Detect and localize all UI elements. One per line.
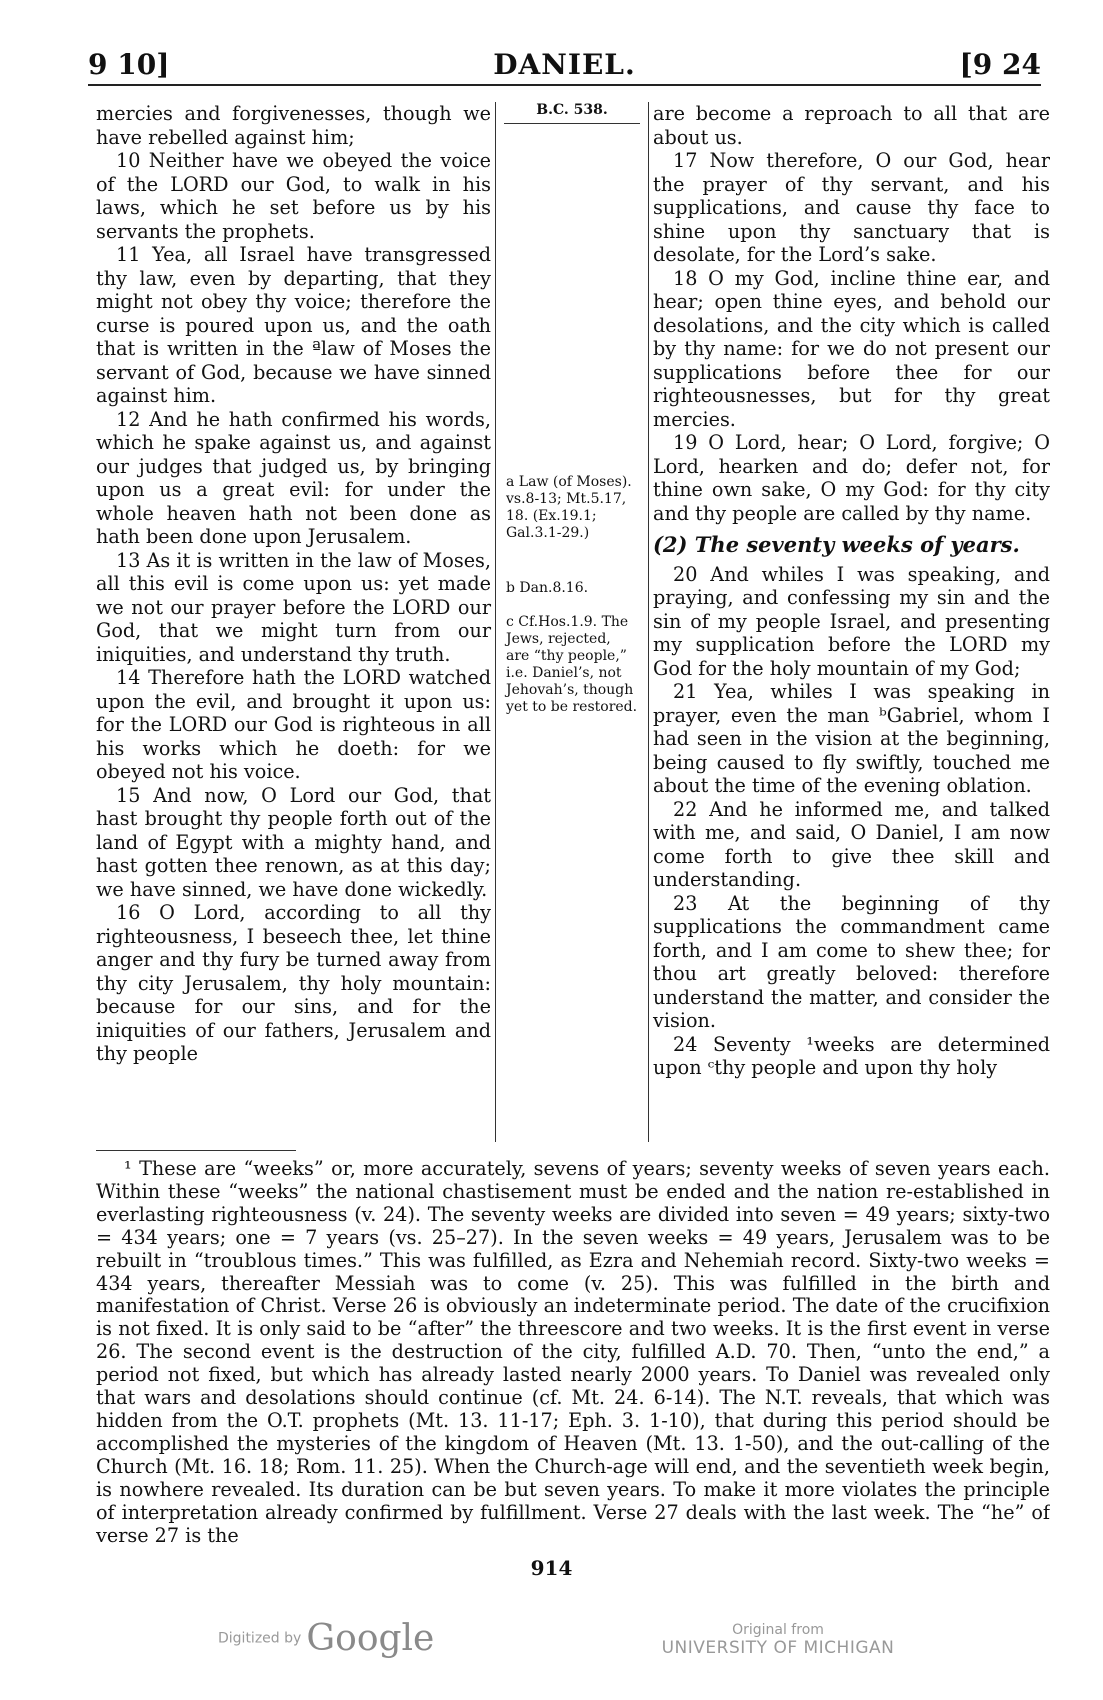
- verse-paragraph: 13 As it is written in the law of Moses, all this evil is come upon us: yet made we not our prayer before the LORD our God, that we might turn from our iniquities, and understand thy truth.: [96, 548, 491, 666]
- footnote-text: ¹ These are “weeks” or, more accurately, sevens of years; seventy weeks of seven years each. Within these “weeks” the national chastisement must be ended and the nation re-established in everlasting righteousness (v. 24). The seventy weeks are divided into seven = 49 years; sixty-two = 434 years; one = 7 years (vs. 25–27). In the seven weeks = 49 years, Jerusalem was to be rebuilt in “troublous times.” This was fulfilled, as Ezra and Nehemiah record. Sixty-two weeks = 434 years, thereafter Messiah was to come (v. 25). This was fulfilled in the birth and manifestation of Christ. Verse 26 is obviously an indeterminate period. The date of the crucifixion is not fixed. It is only said to be “after” the threescore and two weeks. It is the first event in verse 26. The second event is the destruction of the city, fulfilled A.D. 70. Then, “unto the end,” a period not fixed, but which has already lasted nearly 2000 years. To Daniel was revealed only that wars and desolations should continue (cf. Mt. 24. 6-14). The N.T. reveals, that which was hidden from the O.T. prophets (Mt. 13. 11-17; Eph. 3. 1-10), that during this period should be accomplished the mysteries of the kingdom of Heaven (Mt. 13. 1-50), and the out-calling of the Church (Mt. 16. 18; Rom. 11. 25). When the Church-age will end, and the seventieth week begin, is nowhere revealed. Its duration can be but seven years. To make it more violates the principle of interpretation already confirmed by fulfillment. Verse 27 deals with the last week. The “he” of verse 27 is the: [96, 1158, 1050, 1547]
- verse-paragraph: 19 O Lord, hear; O Lord, forgive; O Lord, hearken and do; defer not, for thine own sake, O my God: for thy city and thy people are called by thy name.: [653, 431, 1050, 525]
- center-reference-margin: [504, 102, 640, 1142]
- digitized-by-label: Digitized by: [218, 1630, 302, 1647]
- footnote-block: [96, 1158, 1050, 1548]
- header-right-reference: [9 24: [959, 48, 1041, 81]
- section-subheading: (2) The seventy weeks of years.: [653, 532, 1020, 557]
- verse-paragraph: 24 Seventy ¹weeks are determined upon ᶜthy people and upon thy holy: [653, 1032, 1050, 1079]
- google-logo: Google: [306, 1618, 435, 1659]
- verse-paragraph: mercies and forgivenesses, though we have rebelled against him;: [96, 102, 491, 149]
- margin-note-a: a Law (of Moses). vs.8-13; Mt.5.17, 18. (Ex.19.1; Gal.3.1-29.): [506, 474, 632, 541]
- verse-paragraph: 11 Yea, all Israel have transgressed thy law, even by departing, that they might not obey thy voice; therefore the curse is poured upon us, and the oath that is written in the ªlaw of Moses the servant of God, because we have sinned against him.: [96, 243, 491, 407]
- original-from-stamp: [648, 1622, 908, 1658]
- verse-paragraph: 20 And whiles I was speaking, and praying, and confessing my sin and the sin of my people Israel, and presenting my supplication before the LORD my God for the holy mountain of my God;: [653, 562, 1050, 680]
- left-text-column: [96, 102, 496, 1142]
- verse-paragraph: 22 And he informed me, and talked with me, and said, O Daniel, I am now come forth to give thee skill and understanding.: [653, 797, 1050, 891]
- footnote-divider: [96, 1150, 296, 1151]
- verse-paragraph: 17 Now therefore, O our God, hear the prayer of thy servant, and his supplications, and cause thy face to shine upon thy sanctuary that is desolate, for the Lord’s sake.: [653, 149, 1050, 266]
- page-number: 914: [530, 1556, 573, 1580]
- margin-date: B.C. 538.: [504, 102, 640, 124]
- university-label: UNIVERSITY OF MICHIGAN: [661, 1638, 895, 1658]
- verse-paragraph: 21 Yea, whiles I was speaking in prayer, even the man ᵇGabriel, whom I had seen in the vision at the beginning, being caused to fly swiftly, touched me about the time of the evening oblation.: [653, 680, 1050, 797]
- verse-paragraph: 15 And now, O Lord our God, that hast brought thy people forth out of the land of Egypt with a mighty hand, and hast gotten thee renown, as at this day; we have sinned, we have done wickedly.: [96, 783, 491, 901]
- verse-paragraph: 10 Neither have we obeyed the voice of the LORD our God, to walk in his laws, which he set before us by his servants the prophets.: [96, 149, 491, 243]
- original-from-label: Original from: [732, 1622, 824, 1638]
- running-header: [88, 42, 1041, 86]
- verse-paragraph: 23 At the beginning of thy supplications the commandment came forth, and I am come to shew thee; for thou art greatly beloved: therefore understand the matter, and consider the vision.: [653, 891, 1050, 1032]
- right-text-column: [648, 102, 1050, 1142]
- verse-paragraph: are become a reproach to all that are about us.: [653, 102, 1050, 149]
- margin-note-b: b Dan.8.16.: [506, 580, 589, 596]
- digitized-by-google-stamp: [218, 1618, 434, 1659]
- verse-paragraph: 18 O my God, incline thine ear, and hear; open thine eyes, and behold our desolations, and the city which is called by thy name: for we do not present our supplications before thee for our righteousnesses, but for thy great mercies.: [653, 266, 1050, 431]
- margin-note-c: c Cf.Hos.1.9. The Jews, rejected, are “thy people,” i.e. Daniel’s, not Jehovah’s, though yet to be restored.: [506, 614, 638, 715]
- verse-paragraph: 16 O Lord, according to all thy righteousness, I beseech thee, let thine anger and thy fury be turned away from thy city Jerusalem, thy holy mountain: because for our sins, and for the iniquities of our fathers, Jerusalem and thy people: [96, 901, 491, 1065]
- header-book-title: DANIEL.: [493, 48, 636, 81]
- verse-paragraph: 12 And he hath confirmed his words, which he spake against us, and against our judges that judged us, by bringing upon us a great evil: for under the whole heaven hath not been done as hath been done upon Jerusalem.: [96, 407, 491, 548]
- header-left-reference: 9 10]: [88, 48, 170, 81]
- verse-paragraph: 14 Therefore hath the LORD watched upon the evil, and brought it upon us: for the LORD our God is righteous in all his works which he doeth: for we obeyed not his voice.: [96, 666, 491, 783]
